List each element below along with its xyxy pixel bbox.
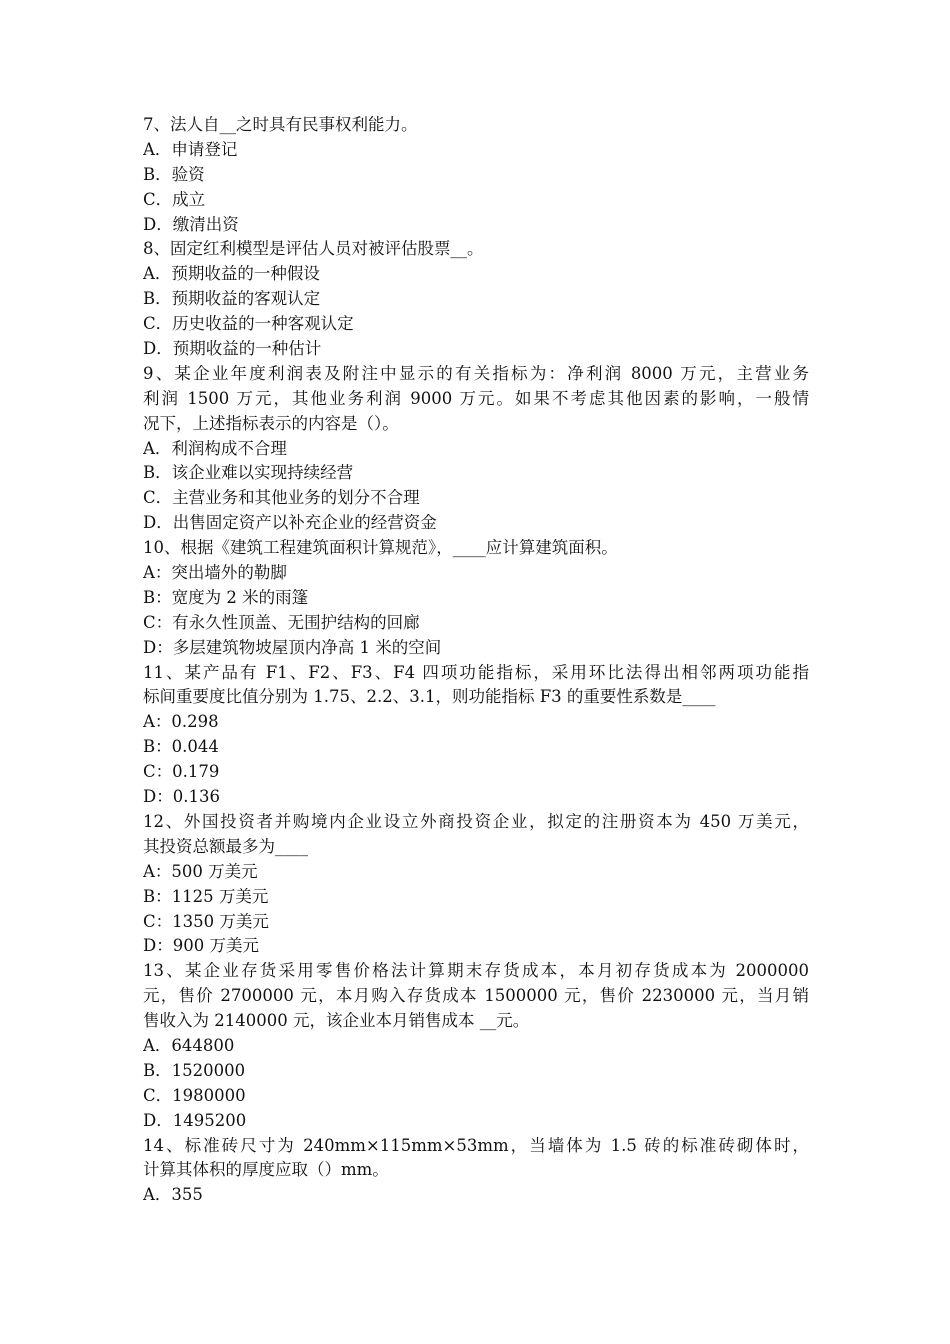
question-11-cont: 标间重要度比值分别为 1.75、2.2、3.1，则功能指标 F3 的重要性系数是____	[143, 687, 716, 707]
option-line: C．主营业务和其他业务的划分不合理	[143, 488, 420, 508]
question-9-cont: 况下，上述指标表示的内容是（）。	[143, 413, 399, 433]
option-line: A．355	[143, 1185, 203, 1205]
option-line: C：有永久性顶盖、无围护结构的回廊	[143, 612, 420, 632]
question-9: 9、某企业年度利润表及附注中显示的有关指标为：净利润 8000 万元，主营业务	[143, 363, 809, 383]
option-line: A：突出墙外的勒脚	[143, 563, 287, 583]
option-line: C．1980000	[143, 1085, 246, 1105]
question-12: 12、外国投资者并购境内企业设立外商投资企业，拟定的注册资本为 450 万美元，	[143, 811, 809, 831]
option-line: B．该企业难以实现持续经营	[143, 463, 354, 483]
option-line: A．预期收益的一种假设	[143, 264, 320, 284]
option-line: B：0.044	[143, 737, 219, 757]
option-line: B：1125 万美元	[143, 886, 269, 906]
option-line: B．1520000	[143, 1060, 246, 1080]
option-line: D．缴清出资	[143, 214, 239, 234]
question-14-cont: 计算其体积的厚度应取（）mm。	[143, 1160, 389, 1180]
option-line: D：900 万美元	[143, 936, 259, 956]
option-line: A：0.298	[143, 712, 219, 732]
question-14: 14、标准砖尺寸为 240mm×115mm×53mm，当墙体为 1.5 砖的标准砖砌体时，	[143, 1135, 809, 1155]
question-13-cont: 售收入为 2140000 元，该企业本月销售成本 __元。	[143, 1011, 530, 1031]
option-line: A．利润构成不合理	[143, 438, 287, 458]
option-line: B：宽度为 2 米的雨篷	[143, 587, 309, 607]
option-line: D．预期收益的一种估计	[143, 339, 322, 359]
option-line: C：0.179	[143, 762, 220, 782]
option-line: C：1350 万美元	[143, 911, 269, 931]
option-line: B．验资	[143, 164, 205, 184]
question-12-cont: 其投资总额最多为____	[143, 836, 308, 856]
option-line: B．预期收益的客观认定	[143, 289, 321, 309]
question-9-cont: 利润 1500 万元，其他业务利润 9000 万元。如果不考虑其他因素的影响，一般情	[143, 388, 809, 408]
question-10: 10、根据《建筑工程建筑面积计算规范》，____应计算建筑面积。	[143, 538, 618, 558]
option-line: A．申请登记	[143, 139, 238, 159]
option-line: D：多层建筑物坡屋顶内净高 1 米的空间	[143, 637, 442, 657]
option-line: C．历史收益的一种客观认定	[143, 314, 354, 334]
option-line: A．644800	[143, 1035, 235, 1055]
question-8: 8、固定红利模型是评估人员对被评估股票__。	[143, 239, 484, 259]
option-line: C．成立	[143, 189, 206, 209]
document-page	[143, 113, 809, 1208]
question-13-cont: 元，售价 2700000 元，本月购入存货成本 1500000 元，售价 2230000 元，当月销	[143, 986, 809, 1006]
option-line: A：500 万美元	[143, 861, 258, 881]
question-11: 11、某产品有 F1、F2、F3、F4 四项功能指标，采用环比法得出相邻两项功能指	[143, 662, 809, 682]
question-7: 7、法人自__之时具有民事权利能力。	[143, 115, 418, 134]
option-line: D：0.136	[143, 787, 220, 807]
option-line: D．1495200	[143, 1110, 247, 1130]
option-line: D．出售固定资产以补充企业的经营资金	[143, 513, 437, 533]
question-13: 13、某企业存货采用零售价格法计算期末存货成本，本月初存货成本为 2000000	[143, 961, 809, 981]
